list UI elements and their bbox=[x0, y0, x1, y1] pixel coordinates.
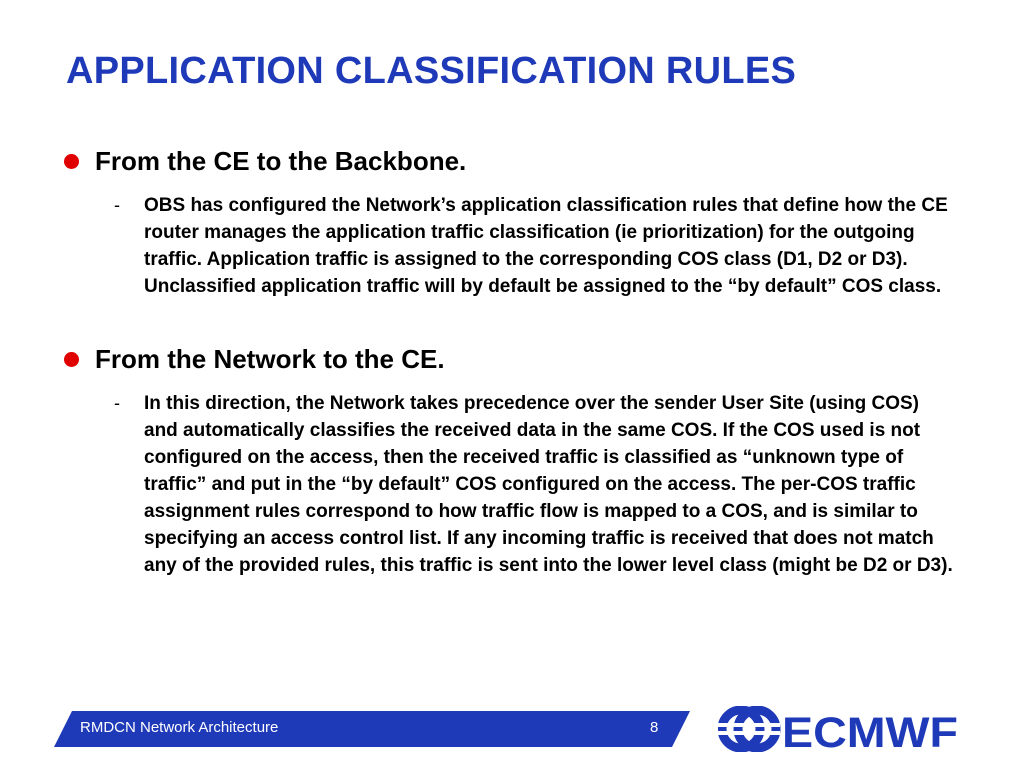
bullet-item-ce-to-backbone bbox=[62, 142, 962, 300]
ecmwf-logo bbox=[718, 706, 960, 752]
bullet-heading: From the Network to the CE. bbox=[95, 343, 445, 374]
ecmwf-swirl-icon bbox=[718, 710, 780, 748]
slide-title: APPLICATION CLASSIFICATION RULES bbox=[66, 50, 797, 92]
dash-marker: - bbox=[114, 195, 120, 215]
bullet-item-network-to-ce bbox=[62, 340, 962, 579]
logo-wordmark: ECMWF bbox=[782, 709, 958, 752]
footer-label: RMDCN Network Architecture bbox=[80, 719, 279, 736]
bullet-heading-row bbox=[62, 142, 962, 180]
sub-bullet-text: In this direction, the Network takes precedence over the sender User Site (using COS) and automatically classifies the received data in the same COS. If the COS used is not configured on the access, then the received traffic is classified as “unknown type of traffic” and put in the “by default” COS configured on the access. The per-COS traffic assignment rules correspond to how traffic flow is mapped to a COS, and is similar to specifying an access control list. If any incoming traffic is received that does not match any of the provided rules, this traffic is sent into the lower level class (might be D2 or D3). bbox=[144, 393, 953, 576]
sub-bullet-row bbox=[62, 390, 962, 579]
page-number: 8 bbox=[650, 719, 659, 736]
bullet-dot-icon bbox=[64, 352, 79, 367]
sub-bullet-row bbox=[62, 192, 962, 300]
bullet-heading-row bbox=[62, 340, 962, 378]
bullet-heading: From the CE to the Backbone. bbox=[95, 145, 467, 176]
sub-bullet-text: OBS has configured the Network’s application classification rules that define how the CE router manages the application traffic classification (ie prioritization) for the outgoing traffic. Application traffic is assigned to the corresponding COS class (D1, D2 or D3). Unclassified application traffic will by default be assigned to the “by default” COS class. bbox=[144, 195, 948, 297]
dash-marker: - bbox=[114, 393, 120, 413]
bullet-dot-icon bbox=[64, 154, 79, 169]
